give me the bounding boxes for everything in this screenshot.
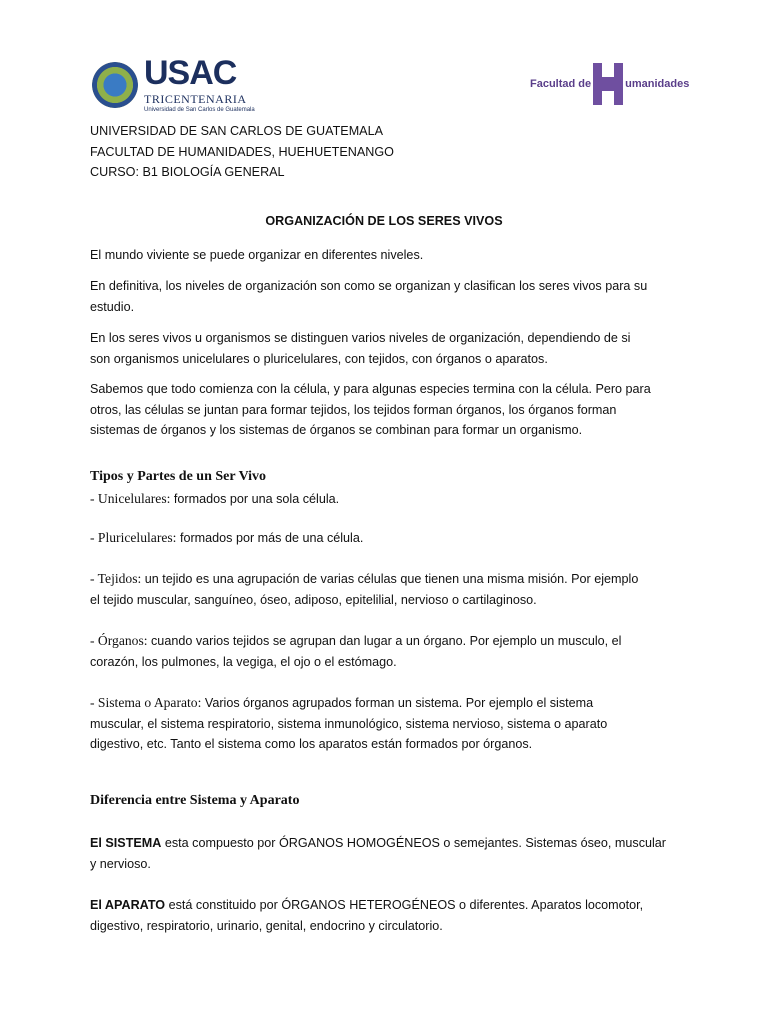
item-text: digestivo, etc. Tanto el sistema como los aparatos están formados por órganos. — [90, 737, 533, 752]
list-item — [90, 528, 363, 549]
document-title: ORGANIZACIÓN DE LOS SERES VIVOS — [265, 214, 503, 228]
humanidades-logo — [530, 63, 689, 105]
paragraph-line: estudio. — [90, 299, 135, 314]
section-heading: Diferencia entre Sistema y Aparato — [90, 793, 300, 808]
usac-logo-sub2: Universidad de San Carlos de Guatemala — [144, 107, 255, 113]
header-line: CURSO: B1 BIOLOGÍA GENERAL — [90, 165, 285, 180]
item-text: corazón, los pulmones, la vegiga, el ojo o el estómago. — [90, 654, 397, 669]
header-line: FACULTAD DE HUMANIDADES, HUEHUETENANGO — [90, 144, 394, 159]
item-term: - Tejidos: — [90, 571, 142, 586]
list-item — [90, 895, 643, 936]
list-item — [90, 489, 339, 510]
item-term: - Unicelulares: — [90, 491, 171, 506]
item-term: - Pluricelulares: — [90, 530, 177, 545]
item-term: El APARATO — [90, 898, 166, 912]
paragraph-line: El mundo viviente se puede organizar en diferentes niveles. — [90, 248, 424, 262]
item-text: un tejido es una agrupación de varias células que tienen una misma misión. Por ejemplo — [141, 572, 639, 586]
paragraph-line: son organismos unicelulares o pluricelulares, con tejidos, con órganos o aparatos. — [90, 351, 548, 366]
item-text: muscular, el sistema respiratorio, sistema inmunológico, sistema nervioso, sistema o aparato — [90, 716, 608, 731]
paragraph-line: En los seres vivos u organismos se distinguen varios niveles de organización, dependiendo de si — [90, 331, 631, 345]
paragraph — [90, 328, 630, 369]
list-item — [90, 631, 621, 672]
item-text: formados por más de una célula. — [176, 531, 364, 545]
item-text: formados por una sola célula. — [170, 492, 340, 506]
paragraph-line: sistemas de órganos y los sistemas de órganos se combinan para formar un organismo. — [90, 423, 583, 438]
item-text: y nervioso. — [90, 856, 151, 871]
item-text: está constituido por ÓRGANOS HETEROGÉNEOS o diferentes. Aparatos locomotor, — [165, 898, 644, 912]
usac-logo — [92, 54, 255, 115]
item-text: cuando varios tejidos se agrupan dan lugar a un órgano. Por ejemplo un musculo, el — [147, 634, 622, 648]
item-text: digestivo, respiratorio, urinario, genital, endocrino y circulatorio. — [90, 918, 443, 933]
humanidades-logo-left: Facultad de — [530, 78, 592, 90]
list-item — [90, 569, 638, 610]
paragraph-line: otros, las células se juntan para formar tejidos, los tejidos forman órganos, los órganos forman — [90, 402, 617, 417]
usac-seal-icon — [92, 62, 138, 108]
section-heading: Tipos y Partes de un Ser Vivo — [90, 469, 267, 484]
item-text: esta compuesto por ÓRGANOS HOMOGÉNEOS o semejantes. Sistemas óseo, muscular — [161, 836, 667, 850]
paragraph — [90, 276, 647, 317]
header-line: UNIVERSIDAD DE SAN CARLOS DE GUATEMALA — [90, 124, 383, 138]
list-item — [90, 693, 607, 755]
item-text: Varios órganos agrupados forman un sistema. Por ejemplo el sistema — [201, 696, 594, 710]
paragraph — [90, 379, 651, 441]
paragraph-line: Sabemos que todo comienza con la célula, y para algunas especies termina con la célula. Pero para — [90, 382, 651, 396]
h-mark-icon — [593, 63, 623, 105]
paragraph-line: En definitiva, los niveles de organización son como se organizan y clasifican los seres vivos para su — [90, 279, 648, 293]
usac-logo-word: USAC — [144, 54, 237, 92]
usac-logo-sub: TRICENTENARIA — [144, 92, 247, 106]
paragraph — [90, 245, 423, 266]
item-term: - Sistema o Aparato: — [90, 695, 202, 710]
item-text: el tejido muscular, sanguíneo, óseo, adiposo, epitelilial, nervioso o cartilaginoso. — [90, 592, 537, 607]
list-item — [90, 833, 666, 874]
header-block — [90, 121, 394, 183]
item-term: - Órganos: — [90, 633, 148, 648]
humanidades-logo-right: umanidades — [625, 78, 690, 90]
item-term: El SISTEMA — [90, 836, 162, 850]
